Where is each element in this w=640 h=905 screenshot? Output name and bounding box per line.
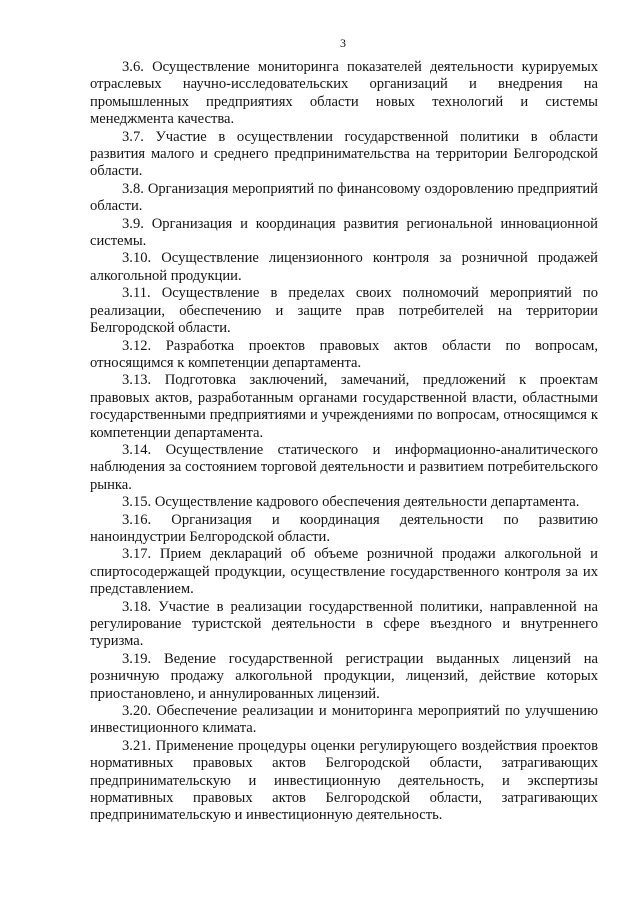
paragraph-3-13: 3.13. Подготовка заключений, замечаний, предложений к проектам правовых актов, разработанным органами государственной власти, областными государственными предприятиями и учреждениями по вопросам, относящимся к компетенции департамента. [90,372,598,441]
paragraph-3-11: 3.11. Осуществление в пределах своих полномочий мероприятий по реализации, обеспечению и защите прав потребителей на территории Белгородской области. [90,285,598,337]
paragraph-3-21: 3.21. Применение процедуры оценки регулирующего воздействия проектов нормативных правовых актов Белгородской области, затрагивающих предпринимательскую и инвестиционную деятельность, и экспертизы нормативных правовых актов Белгородской области, затрагивающих предпринимательскую и инвестиционную деятельность. [90,737,598,824]
paragraph-3-19: 3.19. Ведение государственной регистрации выданных лицензий на розничную продажу алкогольной продукции, лицензий, действие которых приостановлено, и аннулированных лицензий. [90,650,598,702]
paragraph-3-6: 3.6. Осуществление мониторинга показателей деятельности курируемых отраслевых научно-исследовательских организаций и внедрения на промышленных предприятиях области новых технологий и системы менеджмента качества. [90,59,598,128]
paragraph-3-16: 3.16. Организация и координация деятельности по развитию наноиндустрии Белгородской области. [90,511,598,545]
paragraph-3-7: 3.7. Участие в осуществлении государственной политики в области развития малого и среднего предпринимательства на территории Белгородской области. [90,128,598,180]
document-body [90,59,598,825]
page-number: 3 [340,36,346,50]
paragraph-3-8: 3.8. Организация мероприятий по финансовому оздоровлению предприятий области. [90,180,598,215]
paragraph-3-12: 3.12. Разработка проектов правовых актов области по вопросам, относящимся к компетенции департамента. [90,337,598,371]
paragraph-3-9: 3.9. Организация и координация развития региональной инновационной системы. [90,215,598,250]
paragraph-3-10: 3.10. Осуществление лицензионного контроля за розничной продажей алкогольной продукции. [90,250,598,284]
paragraph-3-18: 3.18. Участие в реализации государственной политики, направленной на регулирование туристской деятельности в сфере въездного и внутреннего туризма. [90,598,598,650]
paragraph-3-14: 3.14. Осуществление статического и информационно-аналитического наблюдения за состоянием торговой деятельности и развитием потребительского рынка. [90,441,598,493]
paragraph-3-17: 3.17. Прием деклараций об объеме розничной продажи алкогольной и спиртосодержащей продукции, осуществление государственного контроля за их представлением. [90,546,598,598]
paragraph-3-15: 3.15. Осуществление кадрового обеспечения деятельности департамента. [122,494,580,511]
paragraph-3-20: 3.20. Обеспечение реализации и мониторинга мероприятий по улучшению инвестиционного климата. [90,703,598,737]
